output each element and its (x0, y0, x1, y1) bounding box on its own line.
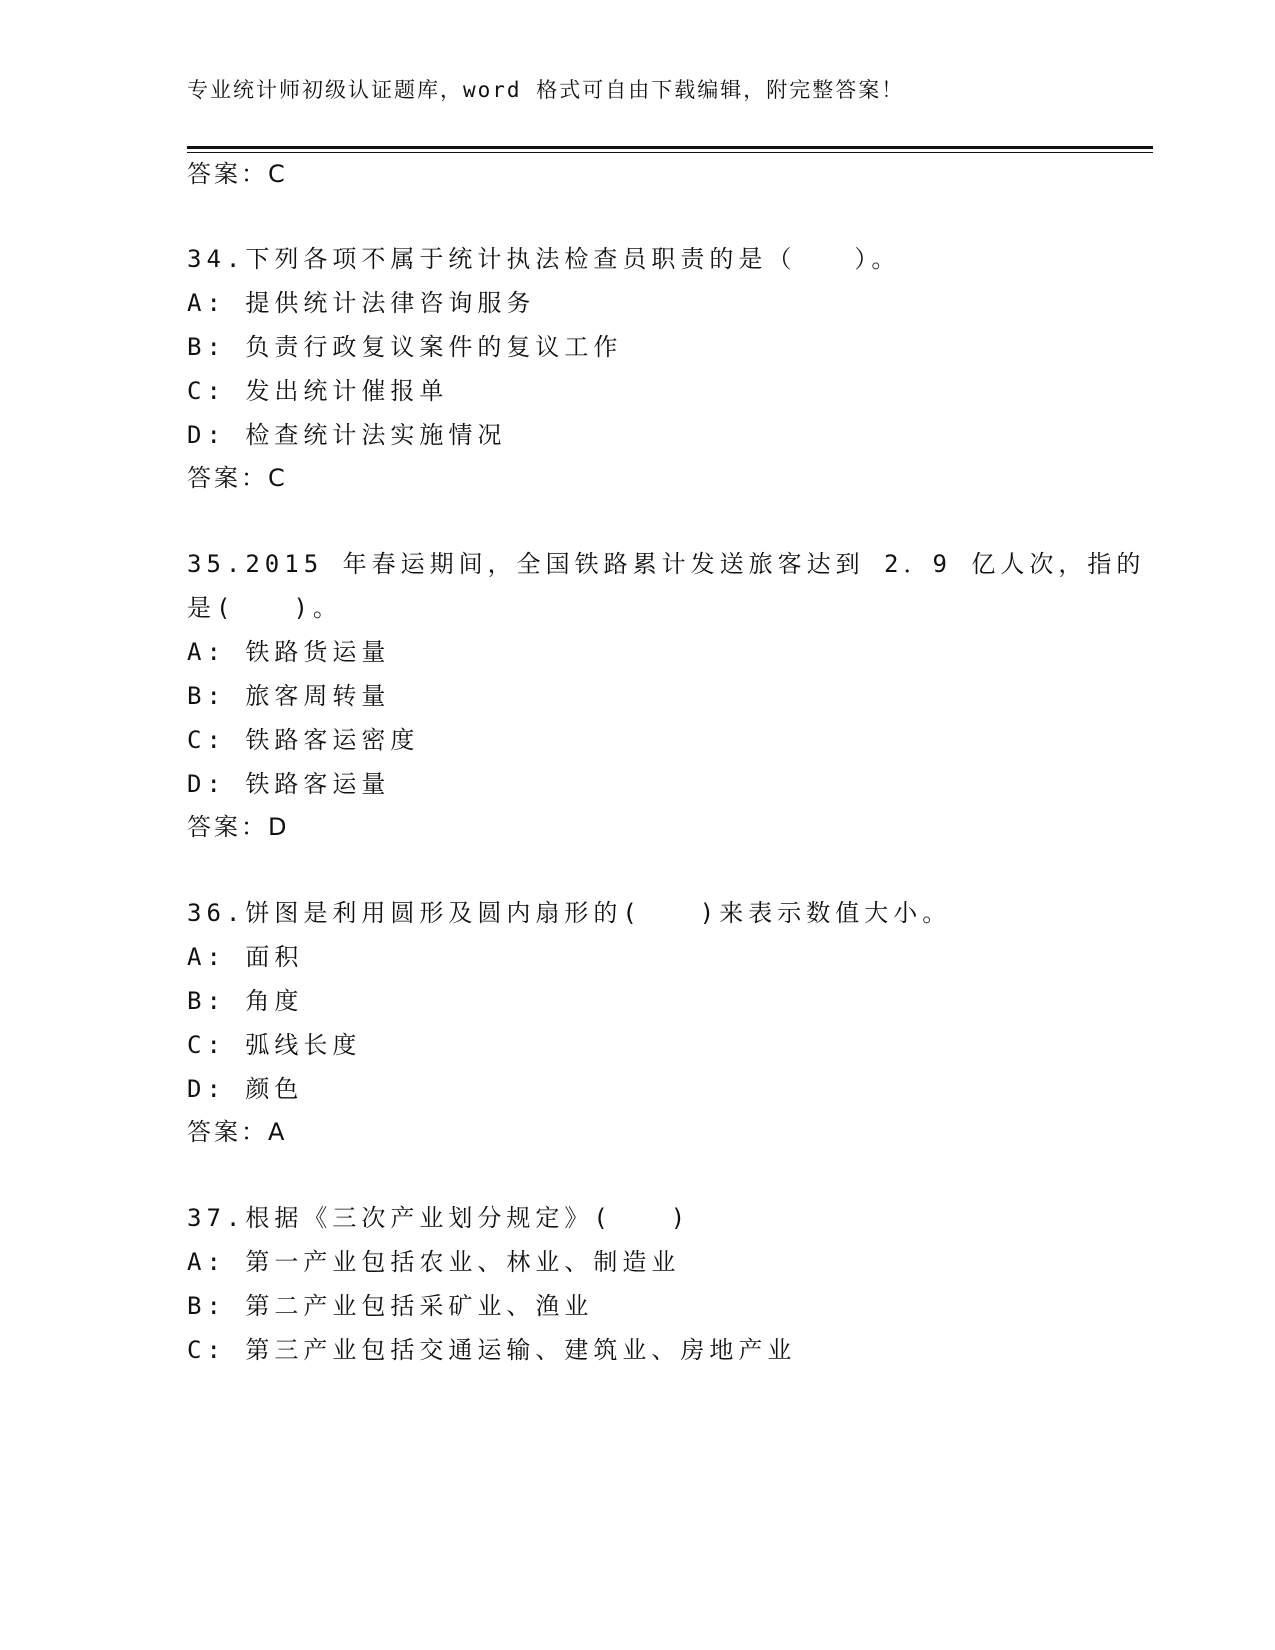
question-35-option-c: C: 铁路客运密度 (187, 726, 420, 754)
question-36-stem: 36.饼图是利用圆形及圆内扇形的( )来表示数值大小。 (187, 899, 952, 927)
question-35-stem: 35.2015 年春运期间，全国铁路累计发送旅客达到 2．9 亿人次，指的 (187, 550, 1146, 578)
header-divider-thin (187, 152, 1153, 153)
question-36-option-a: A: 面积 (187, 943, 304, 971)
header-divider (187, 146, 1153, 149)
answer-33: 答案：C (187, 160, 288, 188)
answer-34: 答案：C (187, 464, 288, 492)
question-37-option-a: A: 第一产业包括农业、林业、制造业 (187, 1248, 681, 1276)
question-34-option-d: D: 检查统计法实施情况 (187, 421, 507, 449)
page-header: 专业统计师初级认证题库，word 格式可自由下载编辑，附完整答案！ (187, 78, 905, 102)
question-37-option-c: C: 第三产业包括交通运输、建筑业、房地产业 (187, 1336, 797, 1364)
question-37-option-b: B: 第二产业包括采矿业、渔业 (187, 1292, 594, 1320)
answer-35: 答案：D (187, 813, 290, 841)
question-35-option-a: A: 铁路货运量 (187, 638, 391, 666)
question-34-option-b: B: 负责行政复议案件的复议工作 (187, 333, 623, 361)
answer-36: 答案：A (187, 1118, 288, 1146)
question-37-stem: 37.根据《三次产业划分规定》( ) (187, 1204, 691, 1232)
question-34-option-c: C: 发出统计催报单 (187, 377, 449, 405)
question-35-option-d: D: 铁路客运量 (187, 770, 391, 798)
question-35-option-b: B: 旅客周转量 (187, 682, 391, 710)
question-35-stem-cont: 是( )。 (187, 594, 342, 622)
question-34-stem: 34.下列各项不属于统计执法检查员职责的是（ ）。 (187, 245, 901, 273)
question-36-option-b: B: 角度 (187, 987, 304, 1015)
question-34-option-a: A: 提供统计法律咨询服务 (187, 289, 536, 317)
question-36-option-c: C: 弧线长度 (187, 1031, 362, 1059)
question-36-option-d: D: 颜色 (187, 1075, 304, 1103)
